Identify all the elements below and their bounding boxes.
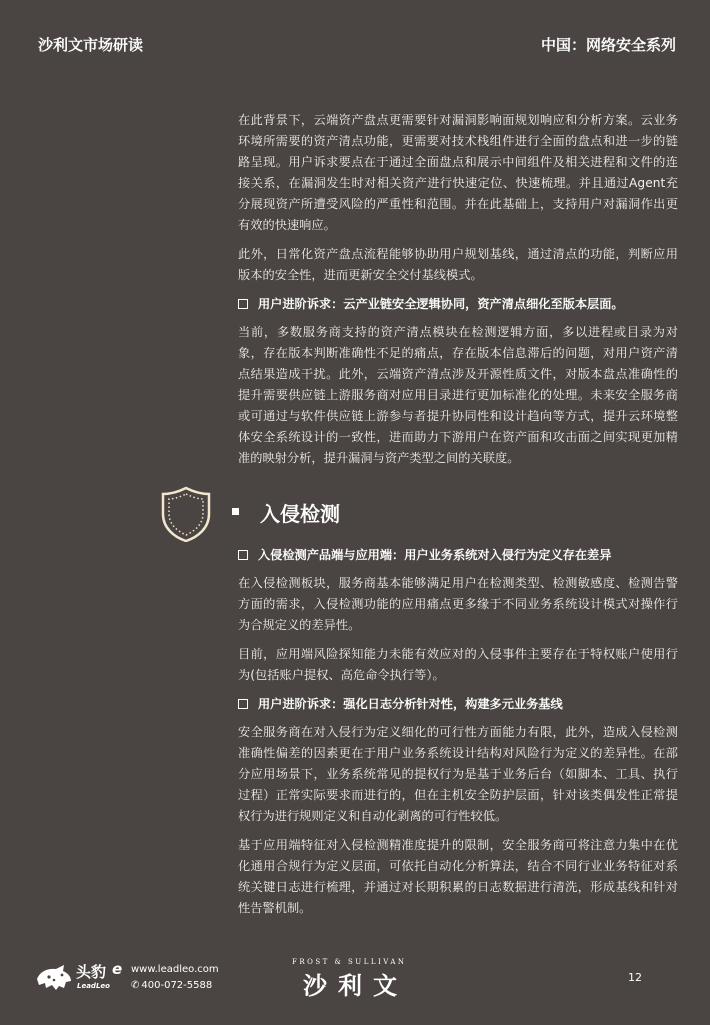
leopard-logo-icon xyxy=(34,961,74,993)
bullet-text: 入侵检测产品端与应用端：用户业务系统对入侵行为定义存在差异 xyxy=(258,548,612,562)
paragraph-baseline: 此外，日常化资产盘点流程能够协助用户规划基线，通过清点的功能，判断应用版本的安全性，进而更新安全交付基线模式。 xyxy=(238,247,678,282)
paragraph-intrusion-limits: 安全服务商在对入侵行为定义细化的可行性方面能力有限，此外，造成入侵检测准确性偏差的因素更在于用户业务系统设计结构对风险行为定义的差异性。在部分应用场景下，业务系统常见的提权行为是基于业务后台（如脚本、工具、执行过程）正常实际要求而进行的，但在主机安全防护层面，针对该类偶发性正常提权行为进行规则定义和自动化剥离的可行性较低。 xyxy=(238,725,678,823)
checkbox-bullet-icon xyxy=(238,699,248,709)
checkbox-bullet-icon xyxy=(238,299,248,309)
square-bullet-icon xyxy=(232,508,239,515)
header-right-title: 中国：网络安全系列 xyxy=(540,36,676,54)
bullet-heading xyxy=(238,545,678,565)
phone-text: 400-072-5588 xyxy=(141,980,213,991)
header-left-title: 沙利文市场研读 xyxy=(38,36,144,54)
paragraph-intrusion-board: 在入侵检测板块，服务商基本能够满足用户在检测类型、检测敏感度、检测告警方面的需求，入侵检测功能的应用痛点更多缘于不同业务系统设计模式对操作行为合规定义的差异性。 xyxy=(238,576,678,632)
page-header xyxy=(38,34,676,58)
shield-icon xyxy=(160,486,212,542)
frost-sullivan-logo-text: FROST & SULLIVAN xyxy=(292,958,407,966)
website-text: www.leadleo.com xyxy=(131,964,219,975)
paragraph-intrusion-current: 目前，应用端风险探知能力未能有效应对的入侵事件主要存在于特权账户使用行为(包括账户提权、高危命令执行等）。 xyxy=(238,647,678,682)
brand-en-name: LeadLeo xyxy=(77,982,110,990)
phone-line xyxy=(131,980,212,991)
page-footer xyxy=(0,955,710,1005)
section-heading xyxy=(160,486,680,542)
bullet-heading xyxy=(238,694,678,714)
paragraph-intrusion-focus: 基于应用端特征对入侵检测精准度提升的限制，安全服务商可将注意力集中在优化通用合规行为定义层面，可依托自动化分析算法，结合不同行业业务特征对系统关键日志进行梳理，并通过对长期积累的日志数据进行清洗，形成基线和针对性告警机制。 xyxy=(238,838,678,915)
checkbox-bullet-icon xyxy=(238,550,248,560)
page-number: 12 xyxy=(628,971,642,984)
paragraph-background: 在此背景下，云端资产盘点更需要针对漏洞影响面规划响应和分析方案。云业务环境所需要的资产清点功能，更需要对技术栈组件进行全面的盘点和进一步的链路呈现。用户诉求要点在于通过全面盘点和展示中间组件及相关进程和文件的连接关系，在漏洞发生时对相关资产进行快速定位、快速梳理。并且通过Agent充分展现资产所遭受风险的严重性和范围。并在此基础上，支持用户对漏洞作出更有效的快速响应。 xyxy=(238,113,678,232)
sullivan-cn-logo: 沙利文 xyxy=(303,972,408,1000)
top-section xyxy=(238,110,678,477)
bullet-text: 用户进阶诉求：云产业链安全逻辑协同，资产清点细化至版本层面。 xyxy=(258,297,624,311)
bullet-text: 用户进阶诉求：强化日志分析针对性，构建多元业务基线 xyxy=(258,697,563,711)
brand-cn-name: 头豹 xyxy=(76,963,107,981)
phone-icon: ✆ xyxy=(131,980,140,991)
paragraph-current: 当前，多数服务商支持的资产清点模块在检测逻辑方面，多以进程或目录为对象，存在版本判断准确性不足的痛点，存在版本信息滞后的问题，对用户资产清点结果造成干扰。此外，云端资产清点涉及开源性质文件，对版本盘点准确性的提升需要供应链上游服务商对应用目录进行更加标准化的处理。未来安全服务商或可通过与软件供应链上游参与者提升协同性和设计趋向等方式，提升云环境整体安全系统设计的一致性，进而助力下游用户在资产面和攻击面之间实现更加精准的映射分析，提升漏洞与资产类型之间的关联度。 xyxy=(238,325,678,465)
section-title: 入侵检测 xyxy=(260,502,340,526)
intrusion-section xyxy=(238,545,678,927)
brand-e-mark: e xyxy=(112,960,123,978)
bullet-heading xyxy=(238,294,678,314)
